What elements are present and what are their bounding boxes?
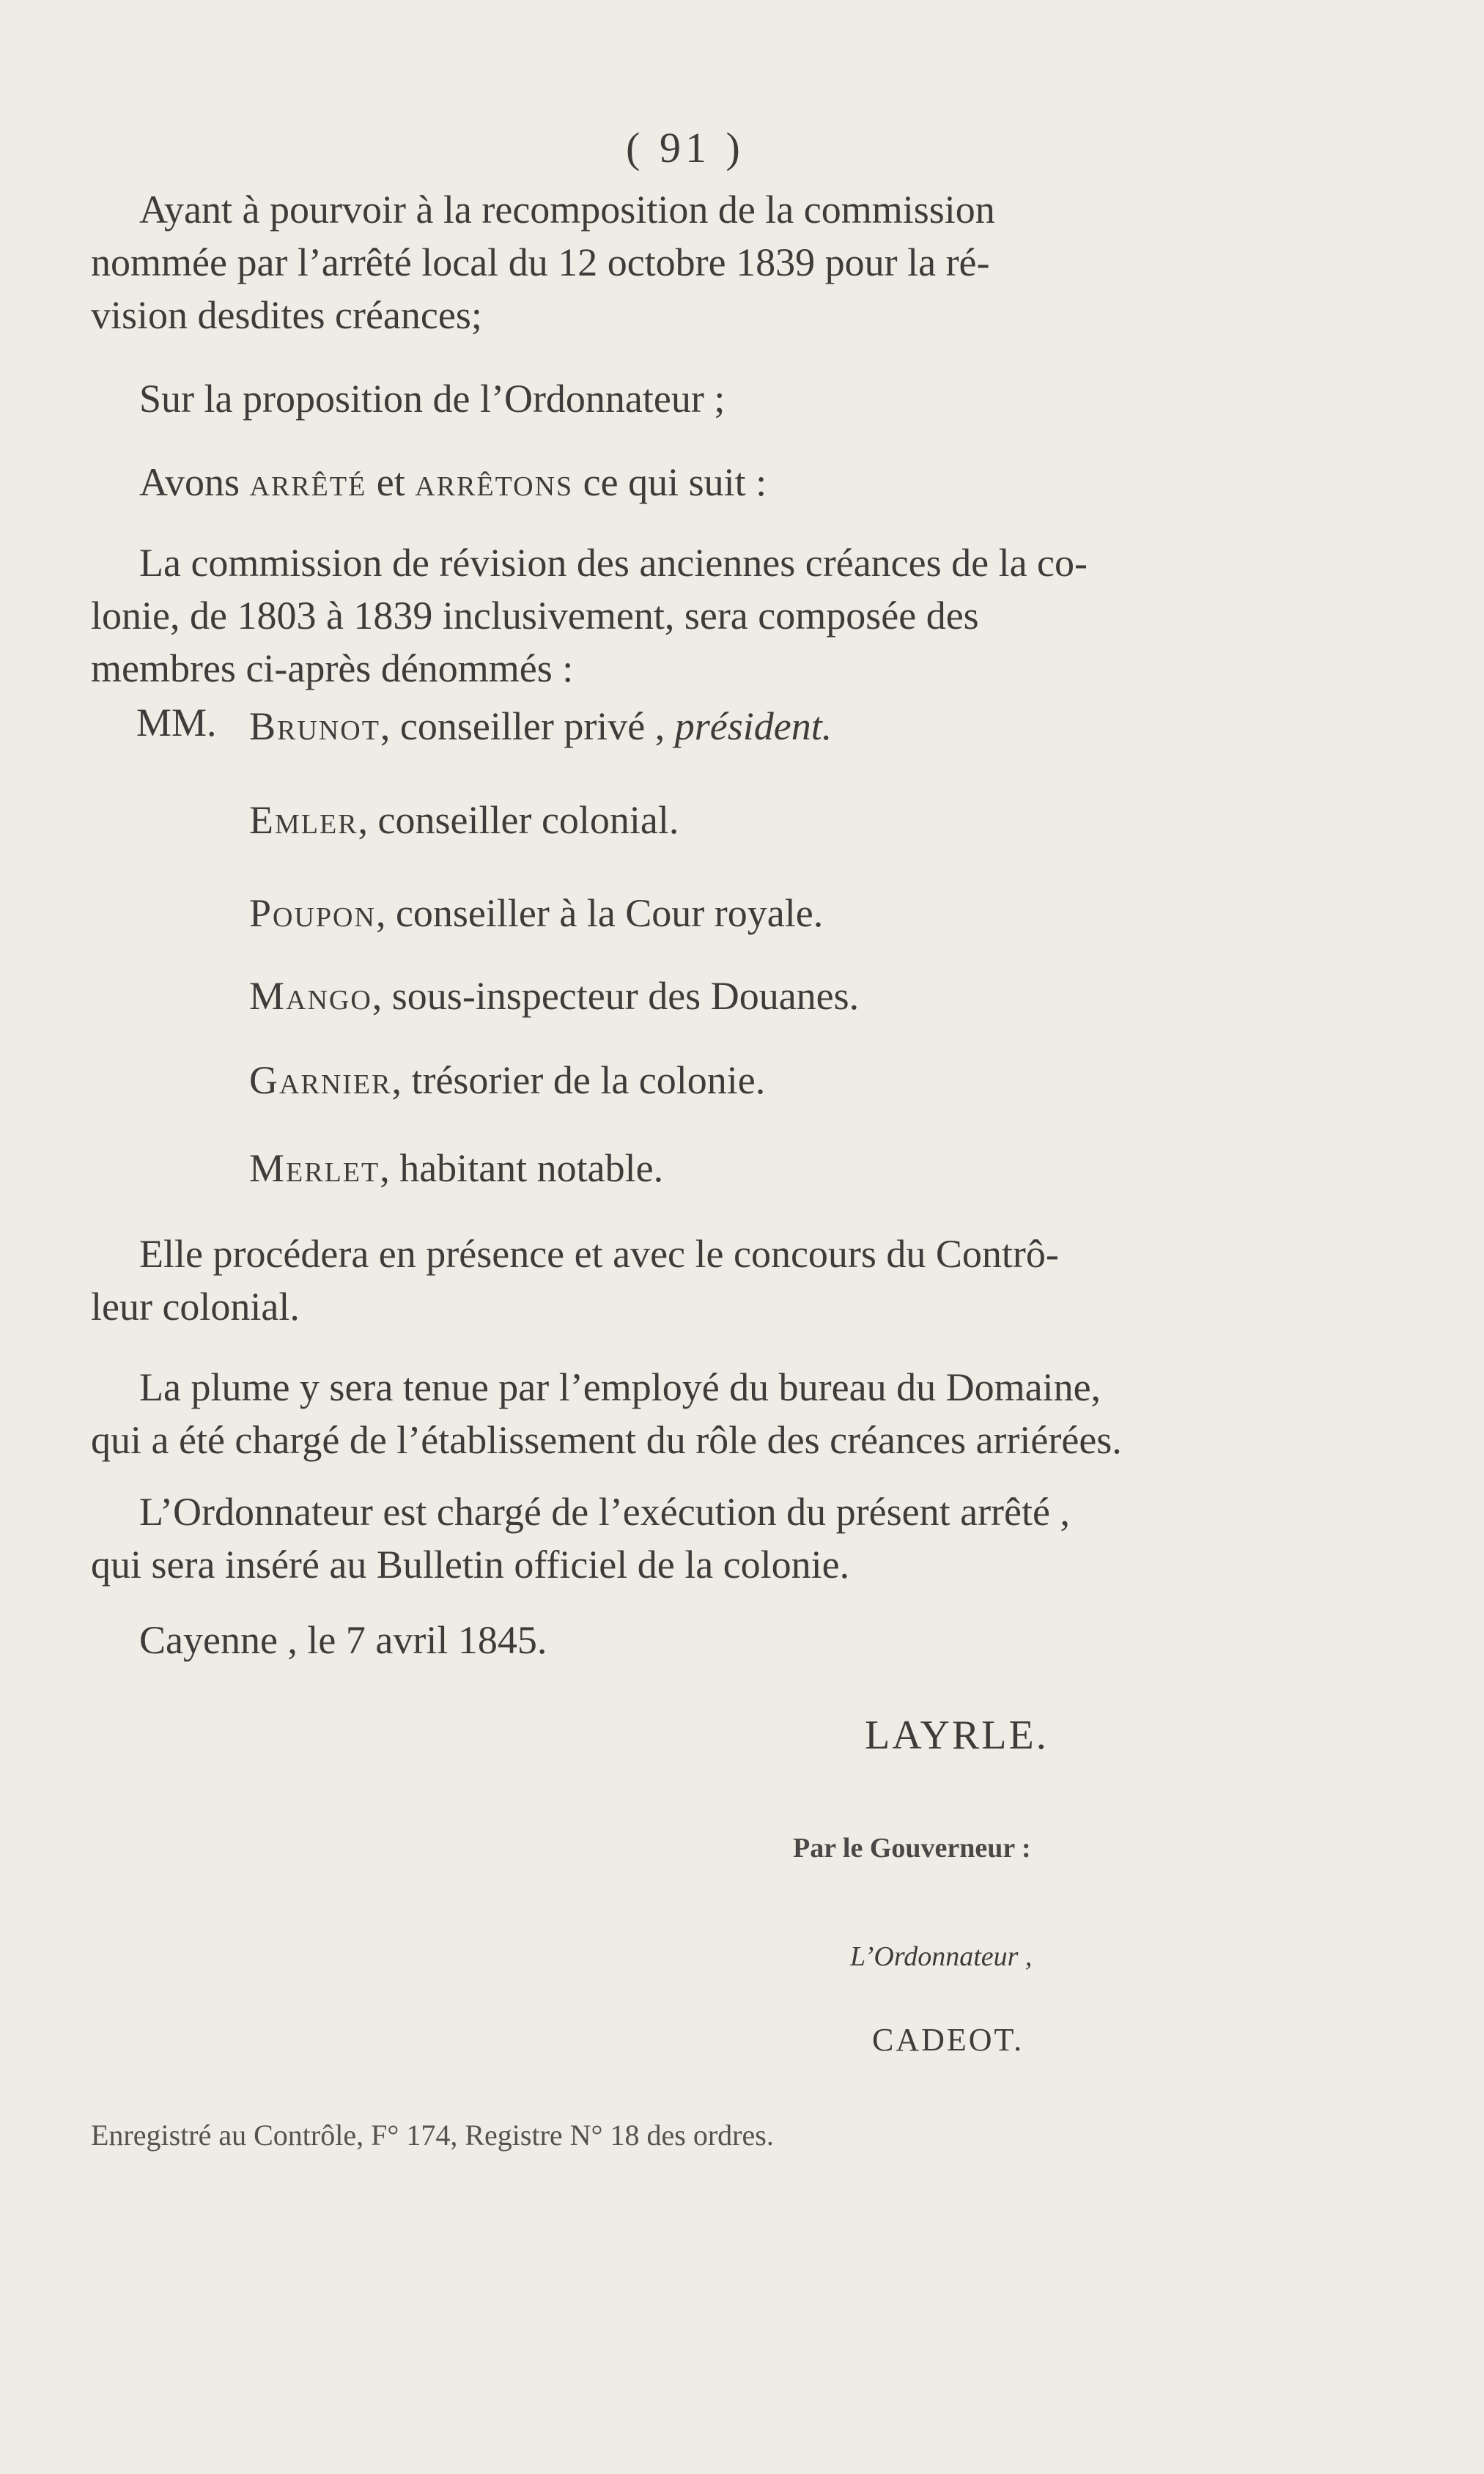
member-entry xyxy=(249,794,679,846)
paragraph-commission xyxy=(91,536,1293,695)
text-line: vision desdites créances; xyxy=(91,293,482,337)
page-number: ( 91 ) xyxy=(626,124,745,171)
ordonnateur-title: L’Ordonnateur , xyxy=(850,1941,1033,1972)
member-role: , conseiller privé , xyxy=(380,704,665,748)
small-caps-word: arrêtons xyxy=(415,460,574,504)
member-role: , conseiller colonial. xyxy=(358,798,679,842)
text-fragment: et xyxy=(376,460,405,504)
paragraph-avons-arrete xyxy=(91,456,1293,509)
governor-signature: LAYRLE. xyxy=(865,1713,1049,1758)
member-role: , sous-inspecteur des Douanes. xyxy=(372,974,860,1018)
member-role: , conseiller à la Cour royale. xyxy=(375,891,824,935)
ordonnateur-signature: CADEOT. xyxy=(872,2022,1025,2058)
small-caps-word: arrêté xyxy=(249,460,367,504)
text-line: leur colonial. xyxy=(91,1285,300,1329)
member-name: Merlet xyxy=(249,1146,380,1190)
member-name: Poupon xyxy=(249,891,376,935)
paragraph-execution xyxy=(91,1485,1293,1591)
text-line xyxy=(91,456,1293,509)
member-entry xyxy=(249,1054,765,1107)
member-name: Emler xyxy=(249,798,358,842)
member-role: , habitant notable. xyxy=(380,1146,664,1190)
paragraph-plume xyxy=(91,1361,1293,1466)
text-line: La plume y sera tenue par l’employé du bureau du Domaine, xyxy=(139,1365,1101,1409)
text-line: membres ci-après dénommés : xyxy=(91,646,574,690)
text-line: Elle procédera en présence et avec le concours du Contrô- xyxy=(139,1232,1059,1276)
text-line: qui a été chargé de l’établissement du rôle des créances arriérées. xyxy=(91,1418,1122,1462)
text-line: lonie, de 1803 à 1839 inclusivement, sera composée des xyxy=(91,594,979,638)
registration-footer: Enregistré au Contrôle, F° 174, Registre N° 18 des ordres. xyxy=(91,2119,774,2152)
members-prefix: MM. xyxy=(136,701,217,745)
member-entry xyxy=(249,1142,663,1194)
text-line: nommée par l’arrêté local du 12 octobre 1839 pour la ré- xyxy=(91,240,990,284)
member-entry xyxy=(249,887,823,939)
text-line: Ayant à pourvoir à la recomposition de la commission xyxy=(139,188,995,232)
member-name: Brunot xyxy=(249,704,380,748)
text-fragment: ce qui suit : xyxy=(583,460,767,504)
paragraph-date xyxy=(91,1614,1293,1666)
par-le-gouverneur: Par le Gouverneur : xyxy=(793,1833,1031,1864)
paragraph-procedera xyxy=(91,1227,1293,1333)
member-entry xyxy=(249,970,859,1022)
member-role-title: président. xyxy=(674,704,833,748)
text-line: Sur la proposition de l’Ordonnateur ; xyxy=(139,377,726,421)
paragraph-proposition xyxy=(91,372,1293,425)
text-line: L’Ordonnateur est chargé de l’exécution du présent arrêté , xyxy=(139,1490,1070,1534)
text-line: Cayenne , le 7 avril 1845. xyxy=(139,1618,547,1662)
member-name: Garnier xyxy=(249,1058,392,1102)
text-line: La commission de révision des anciennes créances de la co- xyxy=(139,541,1088,585)
text-line: qui sera inséré au Bulletin officiel de la colonie. xyxy=(91,1543,850,1587)
member-entry xyxy=(249,700,832,753)
text-fragment: Avons xyxy=(139,460,240,504)
paragraph-recomposition xyxy=(91,183,1293,341)
member-role: , trésorier de la colonie. xyxy=(391,1058,766,1102)
member-name: Mango xyxy=(249,974,372,1018)
